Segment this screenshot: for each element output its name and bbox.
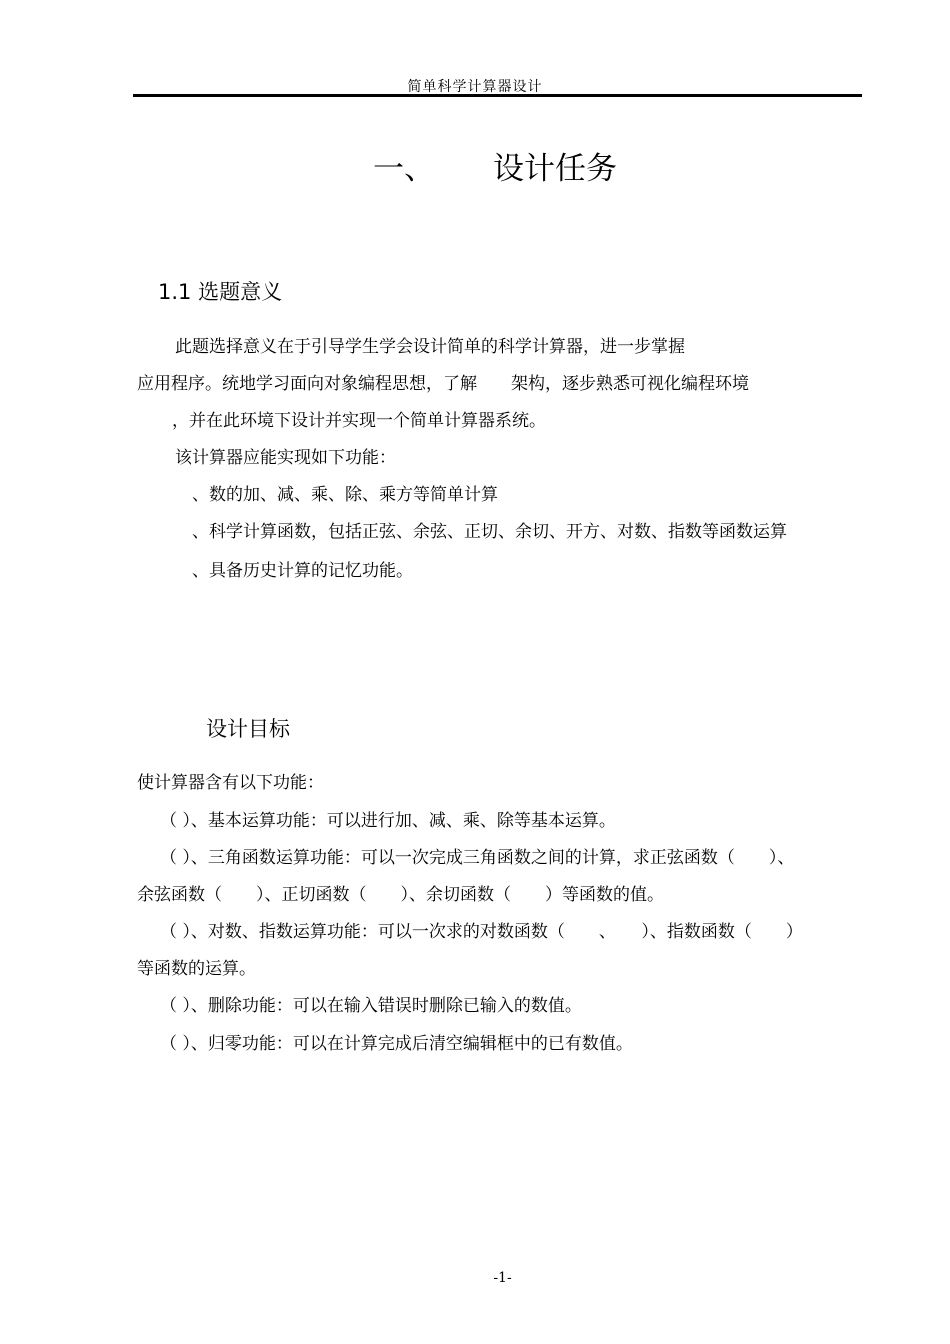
goal-line: 等函数的运算。 bbox=[137, 959, 256, 979]
goals-intro: 使计算器含有以下功能： bbox=[137, 773, 324, 793]
goal-line: （ ）、三角函数运算功能：可以一次完成三角函数之间的计算，求正弦函数（ ）、 bbox=[160, 848, 795, 868]
page-number: -1- bbox=[493, 1270, 512, 1286]
header-rule bbox=[133, 94, 862, 97]
chapter-title-text: 设计任务 bbox=[493, 151, 617, 187]
chapter-number: 一、 bbox=[373, 151, 435, 187]
goal-line: （ ）、归零功能：可以在计算完成后清空编辑框中的已有数值。 bbox=[160, 1034, 633, 1054]
section-2-title: 设计目标 bbox=[206, 717, 290, 741]
functions-intro: 该计算器应能实现如下功能： bbox=[175, 448, 396, 468]
goal-line: （ ）、删除功能：可以在输入错误时删除已输入的数值。 bbox=[160, 996, 582, 1016]
function-item: 、数的加、减、乘、除、乘方等简单计算 bbox=[192, 485, 498, 505]
function-item: 、科学计算函数，包括正弦、余弦、正切、余切、开方、对数、指数等函数运算 bbox=[192, 522, 787, 542]
goal-line: （ ）、对数、指数运算功能：可以一次求的对数函数（ 、 ）、指数函数（ ） bbox=[160, 922, 803, 942]
chapter-title bbox=[0, 143, 950, 188]
goal-line: （ ）、基本运算功能：可以进行加、减、乘、除等基本运算。 bbox=[160, 811, 616, 831]
paragraph-line: 此题选择意义在于引导学生学会设计简单的科学计算器，进一步掌握 bbox=[175, 337, 685, 357]
goal-line: 余弦函数（ ）、正切函数（ ）、余切函数（ ）等函数的值。 bbox=[137, 885, 664, 905]
section-1-title: 1.1 选题意义 bbox=[158, 280, 283, 304]
paragraph-line: ，并在此环境下设计并实现一个简单计算器系统。 bbox=[172, 411, 546, 431]
function-item: 、具备历史计算的记忆功能。 bbox=[192, 561, 413, 581]
running-header: 简单科学计算器设计 bbox=[407, 79, 543, 95]
paragraph-line: 应用程序。统地学习面向对象编程思想，了解 架构，逐步熟悉可视化编程环境 bbox=[137, 374, 749, 394]
